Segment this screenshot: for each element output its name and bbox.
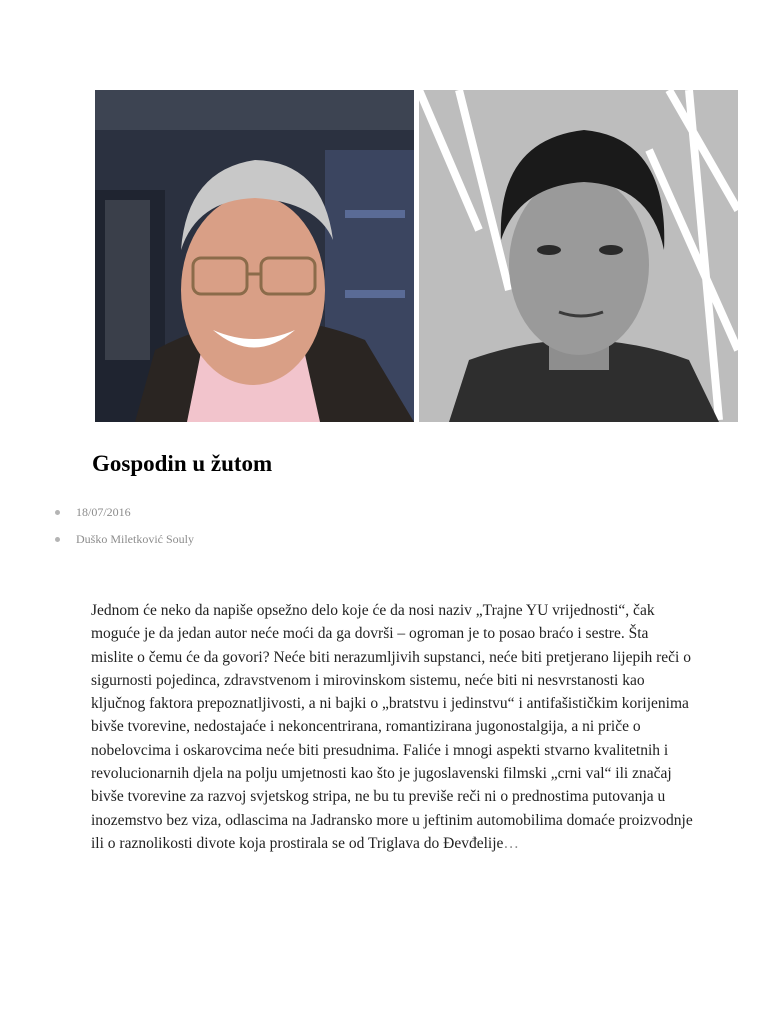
bullet-icon xyxy=(55,510,60,515)
article-title: Gospodin u žutom xyxy=(92,451,273,476)
date-text: 18/07/2016 xyxy=(76,505,131,519)
article-meta xyxy=(55,503,194,557)
bullet-icon xyxy=(55,537,60,542)
meta-date xyxy=(55,503,194,530)
photo-young-man xyxy=(419,90,738,422)
body-paragraph: Jednom će neko da napiše opsežno delo koje će da nosi naziv „Trajne YU vrijednosti“, čak moguće je da jedan autor neće moći da ga dovrši – ogroman je to posao braćo i sestre. Šta mislite o čemu će da govori? Neće biti nerazumljivih supstanci, neće biti pretjerano lijepih reči o sigurnosti pojedinca, zdravstvenom i mirovinskom sistemu, neće biti ni nesvrstanosti kao ključnog faktora prepoznatljivosti, a ni bajki o „bratstvu i jedinstvu“ i antifašističkim korijenima bivše tvorevine, nedostajaće i nekoncentrirana, romantizirana jugonostalgija, a ni priče o nobelovcima i oskarovcima neće biti presudnima. Faliće i mnogi aspekti stvarno kvalitetnih i revolucionarnih djela na polju umjetnosti kao što je jugoslavenski filmski „crni val“ ili značaj bivše tvorevine za razvoj svjetskog stripa, ne bu tu previše reči ni o prednostima putovanja u inozemstvo bez viza, odlascima na Jadransko more u jeftinim automobilima domaće proizvodnje ili o raznolikosti divote koja prostirala se od Triglava do Đevđelije xyxy=(91,602,693,852)
article-body xyxy=(91,599,693,855)
photo-older-man xyxy=(95,90,414,422)
header-photos xyxy=(95,90,738,422)
meta-author[interactable] xyxy=(55,530,194,557)
read-more-ellipsis[interactable]: … xyxy=(503,834,519,852)
author-link[interactable]: Duško Miletković Souly xyxy=(76,532,195,546)
